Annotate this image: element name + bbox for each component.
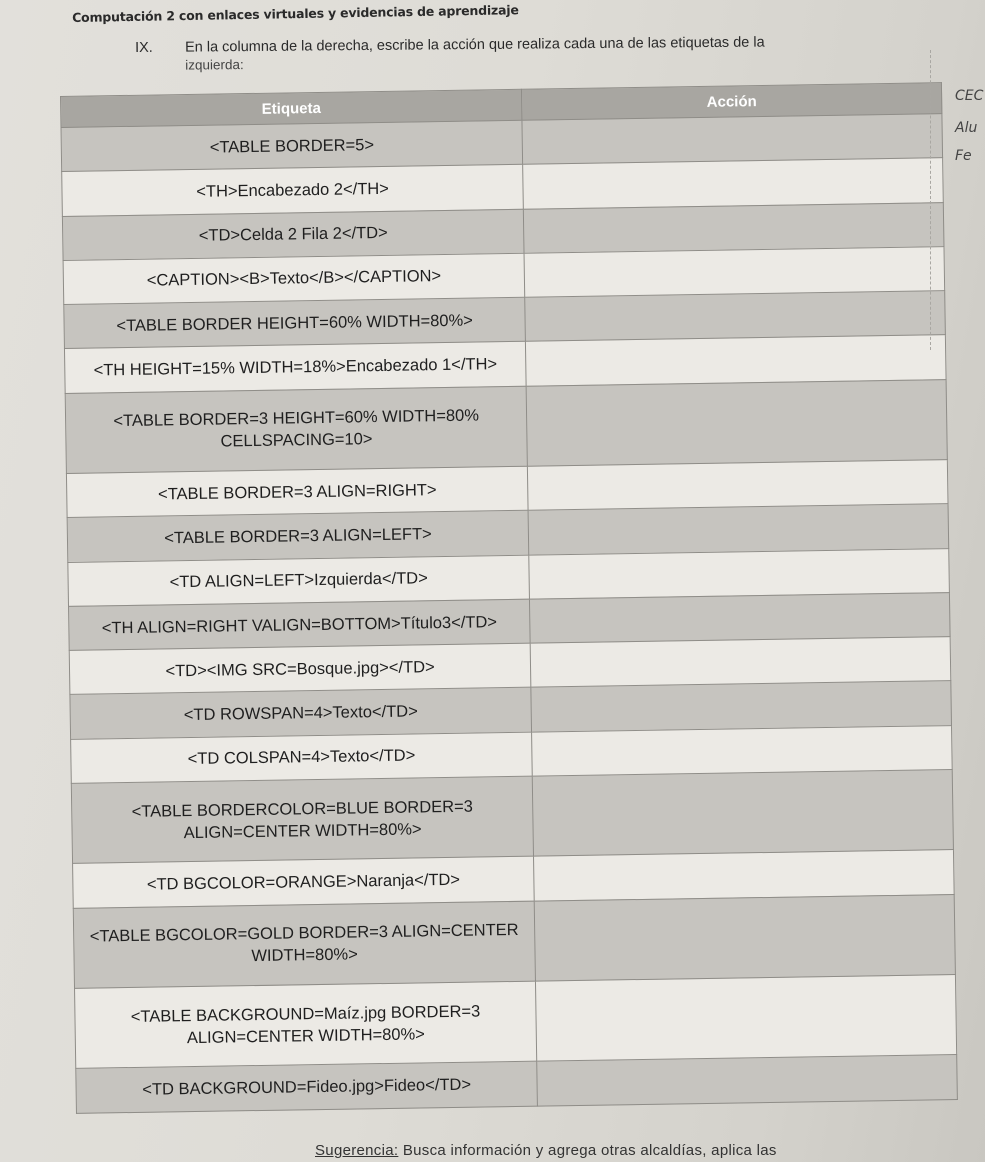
tag-cell: <TABLE BORDER=3 ALIGN=RIGHT> xyxy=(66,466,528,518)
footer-label: Sugerencia: xyxy=(315,1142,399,1159)
action-cell[interactable] xyxy=(523,202,944,253)
tag-cell: <TD ALIGN=LEFT>Izquierda</TD> xyxy=(68,555,530,607)
side-note: Fe xyxy=(955,148,972,164)
column-header-action: Acción xyxy=(522,83,942,121)
action-cell[interactable] xyxy=(525,291,946,342)
side-margin-notes xyxy=(930,50,985,350)
tag-cell: <TD><IMG SRC=Bosque.jpg></TD> xyxy=(69,643,531,695)
action-cell[interactable] xyxy=(526,335,947,386)
action-cell[interactable] xyxy=(529,548,950,599)
footer-text: Busca información y agrega otras alcaldías, aplica las xyxy=(402,1142,777,1159)
tag-cell: <TABLE BGCOLOR=GOLD BORDER=3 ALIGN=CENTER WIDTH=80%> xyxy=(73,901,535,989)
column-header-tag: Etiqueta xyxy=(61,89,523,127)
action-cell[interactable] xyxy=(534,850,955,901)
exercise-table xyxy=(60,82,958,1114)
tag-cell: <TD BGCOLOR=ORANGE>Naranja</TD> xyxy=(73,857,535,909)
action-cell[interactable] xyxy=(532,725,953,776)
instruction-text-continued: izquierda: xyxy=(185,57,244,73)
side-note: Alu xyxy=(955,120,978,136)
action-cell[interactable] xyxy=(534,894,955,981)
action-cell[interactable] xyxy=(522,114,943,165)
tag-cell: <TABLE BORDER=5> xyxy=(61,120,523,172)
footer-suggestion xyxy=(315,1142,985,1159)
tag-cell: <TD>Celda 2 Fila 2</TD> xyxy=(62,209,524,261)
instruction-text: En la columna de la derecha, escribe la acción que realiza cada una de las etiquetas de la xyxy=(184,34,765,56)
tag-cell: <TABLE BORDER=3 HEIGHT=60% WIDTH=80% CELLSPACING=10> xyxy=(65,386,527,474)
course-header: Computación 2 con enlaces virtuales y evidencias de aprendizaje xyxy=(72,2,519,25)
tag-cell: <TABLE BORDER HEIGHT=60% WIDTH=80%> xyxy=(64,297,526,349)
tag-cell: <TD BACKGROUND=Fideo.jpg>Fideo</TD> xyxy=(76,1062,538,1114)
instruction-block xyxy=(135,34,875,73)
tag-cell: <TD COLSPAN=4>Texto</TD> xyxy=(71,732,533,784)
tag-cell: <TH>Encabezado 2</TH> xyxy=(62,165,524,217)
tag-cell: <TABLE BORDERCOLOR=BLUE BORDER=3 ALIGN=CENTER WIDTH=80%> xyxy=(71,776,533,864)
tag-cell: <TH ALIGN=RIGHT VALIGN=BOTTOM>Título3</TD> xyxy=(69,599,531,651)
table-row xyxy=(65,379,947,473)
table-body xyxy=(61,114,957,1114)
instruction-number: IX. xyxy=(135,39,153,56)
action-cell[interactable] xyxy=(524,246,945,297)
exercise-table-container xyxy=(60,82,958,1114)
action-cell[interactable] xyxy=(526,379,947,466)
action-cell[interactable] xyxy=(528,504,949,555)
tag-cell: <TH HEIGHT=15% WIDTH=18%>Encabezado 1</TH> xyxy=(64,342,526,394)
table-row xyxy=(73,894,955,988)
action-cell[interactable] xyxy=(527,460,948,511)
tag-cell: <TABLE BORDER=3 ALIGN=LEFT> xyxy=(67,511,529,563)
tag-cell: <CAPTION><B>Texto</B></CAPTION> xyxy=(63,253,525,305)
action-cell[interactable] xyxy=(530,637,951,688)
action-cell[interactable] xyxy=(536,975,957,1062)
side-note: CEC xyxy=(955,88,984,104)
table-row xyxy=(75,975,957,1069)
action-cell[interactable] xyxy=(531,681,952,732)
table-row xyxy=(71,770,953,864)
tag-cell: <TD ROWSPAN=4>Texto</TD> xyxy=(70,688,532,740)
action-cell[interactable] xyxy=(537,1055,958,1106)
tag-cell: <TABLE BACKGROUND=Maíz.jpg BORDER=3 ALIGN=CENTER WIDTH=80%> xyxy=(75,981,537,1069)
action-cell[interactable] xyxy=(532,770,953,857)
action-cell[interactable] xyxy=(530,592,951,643)
action-cell[interactable] xyxy=(523,158,944,209)
